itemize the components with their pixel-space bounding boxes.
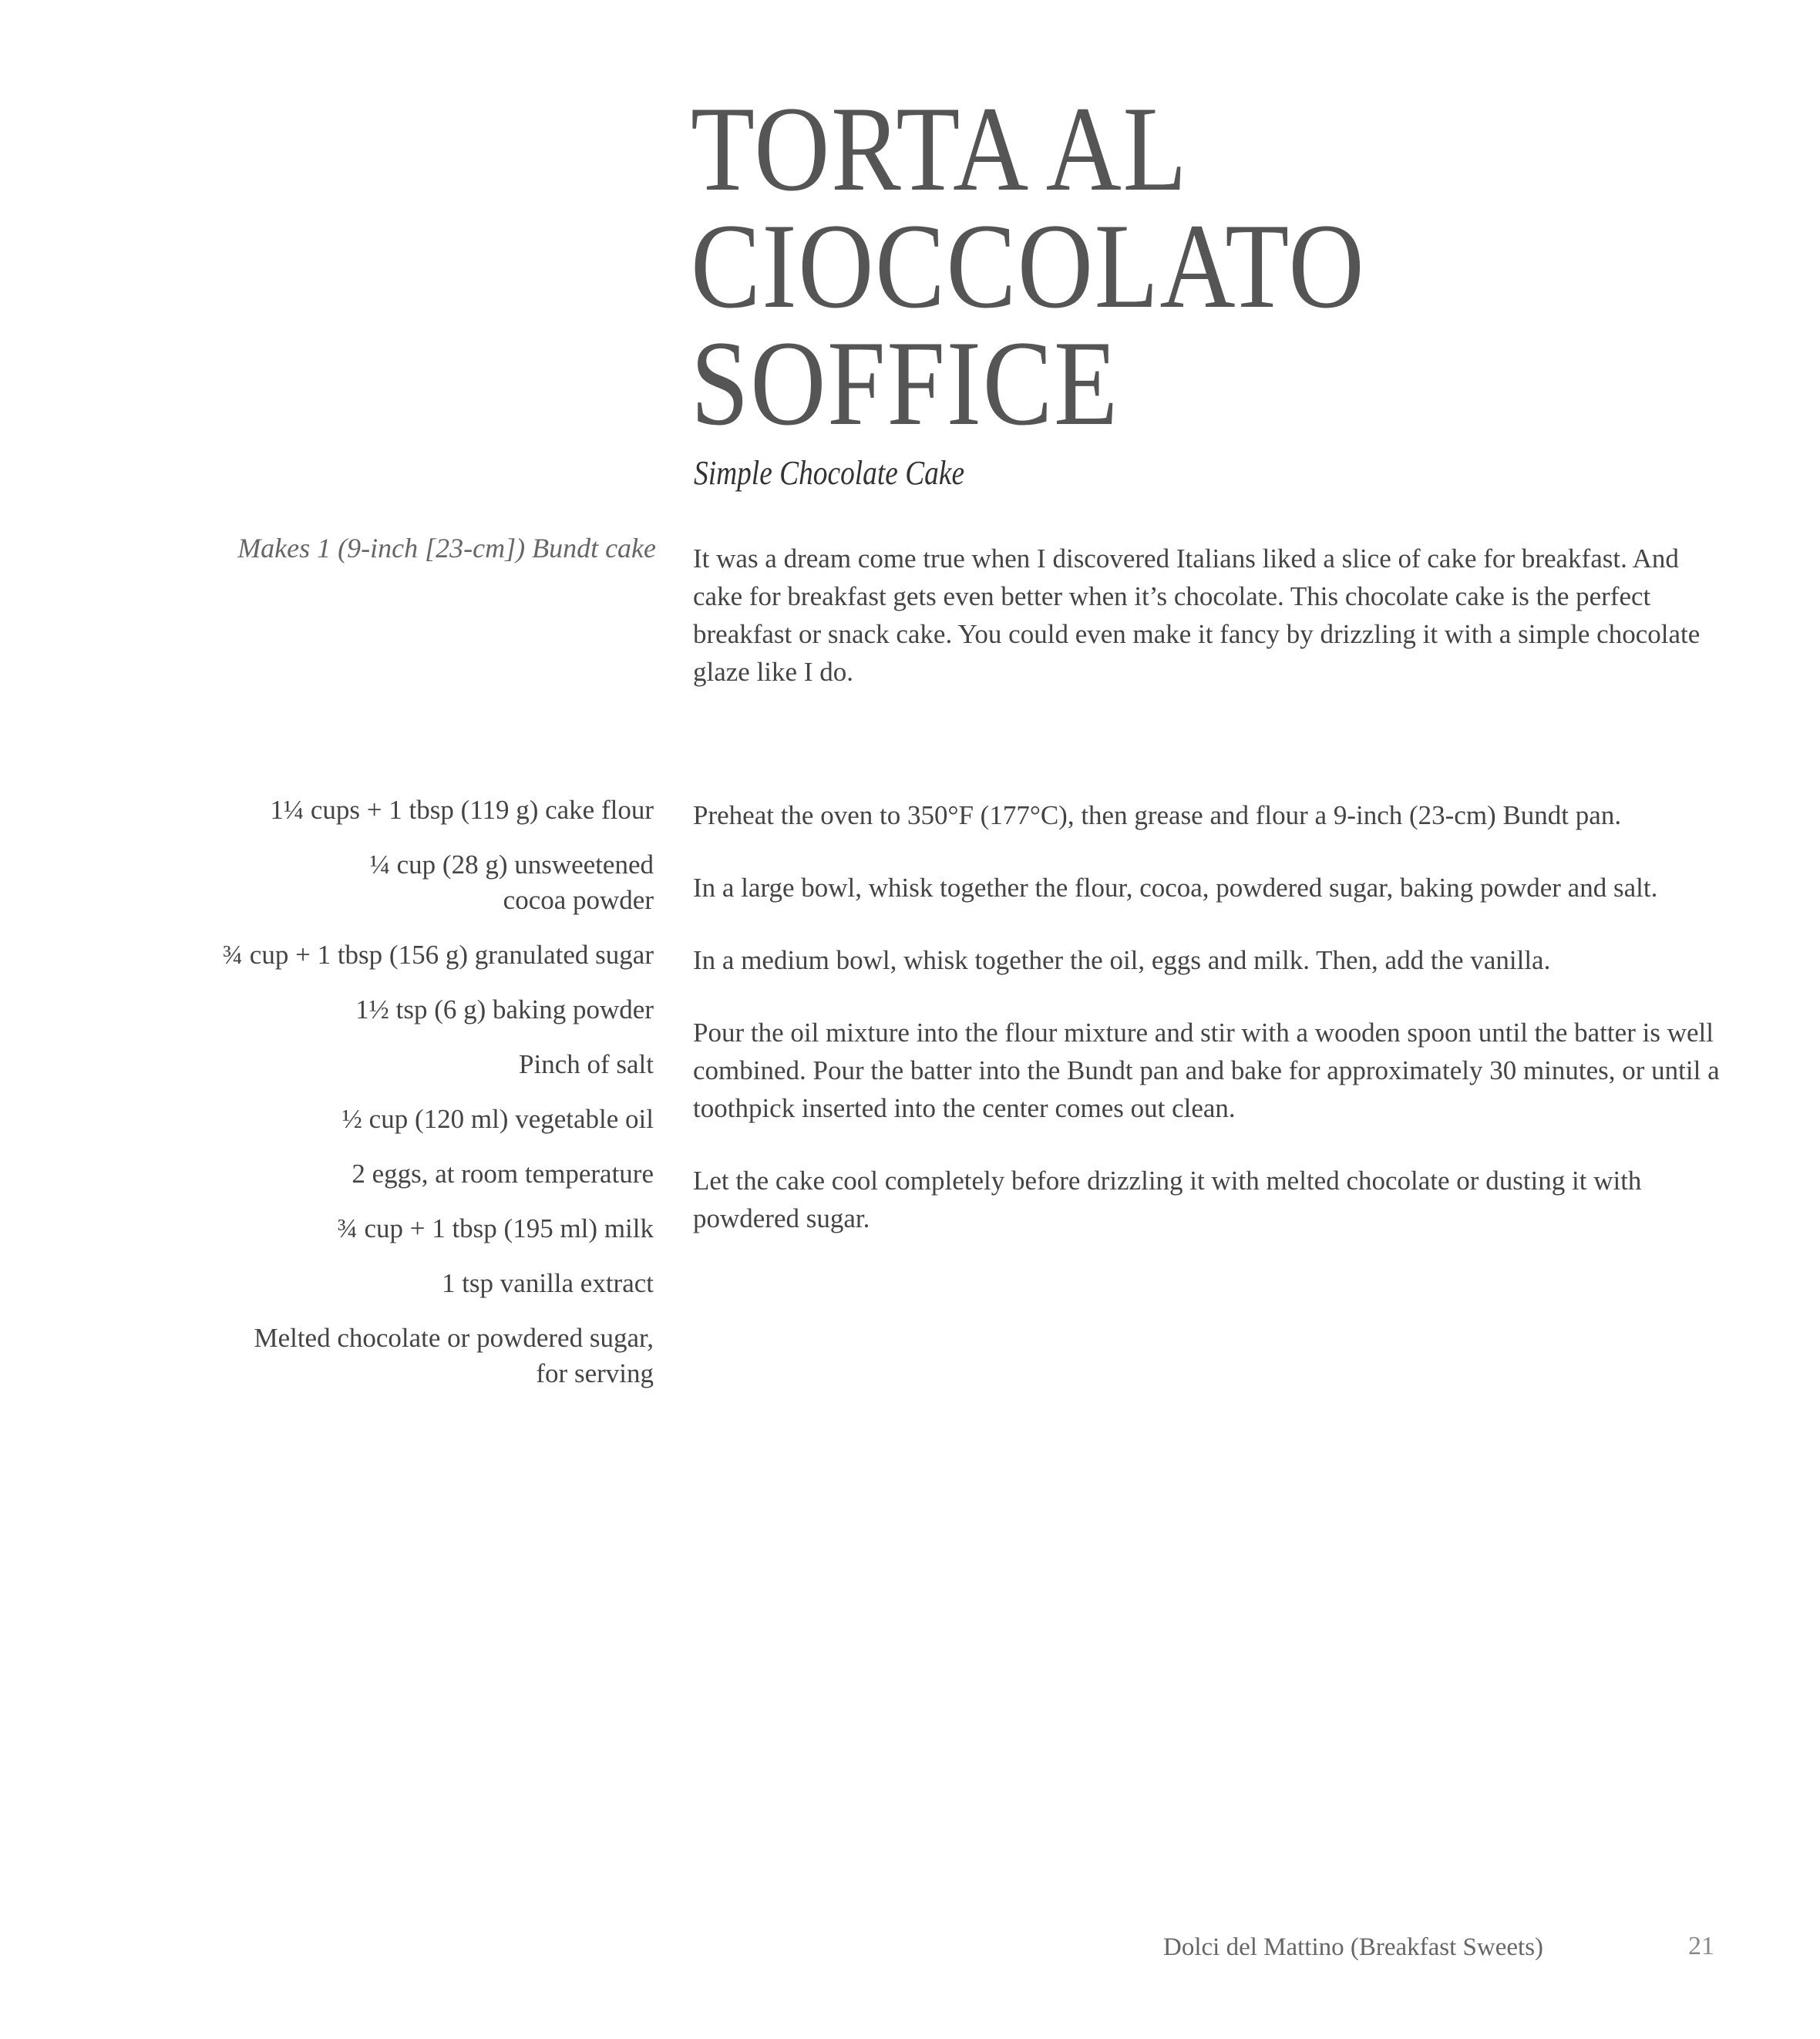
title-line: CIOCCOLATO xyxy=(691,199,1366,334)
method-step: Preheat the oven to 350°F (177°C), then grease and flour a 9-inch (23-cm) Bundt pan. xyxy=(693,800,1622,830)
ingredient-item: 1¼ cups + 1 tbsp (119 g) cake flour xyxy=(270,795,654,825)
ingredient-item: 1 tsp vanilla extract xyxy=(441,1268,654,1298)
method-steps xyxy=(693,796,1730,1272)
method-step: In a large bowl, whisk together the flour, cocoa, powdered sugar, baking powder and salt. xyxy=(693,873,1658,903)
ingredient-item: Pinch of salt xyxy=(519,1049,654,1079)
method-step: In a medium bowl, whisk together the oil, eggs and milk. Then, add the vanilla. xyxy=(693,945,1551,975)
ingredient-item: Melted chocolate or powdered sugar, for serving xyxy=(254,1323,654,1388)
page-number: 21 xyxy=(1688,1932,1714,1960)
method-step: Pour the oil mixture into the flour mixture and stir with a wooden spoon until the batter is well combined. Pour the batter into the Bundt pan and bake for approximately 30 minutes, or until a toothpick inserted into the center comes out clean. xyxy=(693,1018,1720,1123)
ingredient-item: ¾ cup + 1 tbsp (156 g) granulated sugar xyxy=(222,940,654,970)
ingredient-item: 2 eggs, at room temperature xyxy=(352,1159,654,1189)
ingredient-item: ¾ cup + 1 tbsp (195 ml) milk xyxy=(337,1213,654,1243)
running-footer: Dolci del Mattino (Breakfast Sweets) xyxy=(1163,1933,1544,1961)
recipe-subtitle: Simple Chocolate Cake xyxy=(694,454,965,492)
recipe-yield: Makes 1 (9-inch [23-cm]) Bundt cake xyxy=(237,533,656,564)
title-line: SOFFICE xyxy=(691,316,1119,451)
ingredient-item: ¼ cup (28 g) unsweetened cocoa powder xyxy=(369,850,654,915)
ingredient-list xyxy=(68,792,654,1411)
recipe-title xyxy=(691,82,1366,451)
title-line: TORTA AL xyxy=(691,82,1189,217)
ingredient-item: 1½ tsp (6 g) baking powder xyxy=(355,994,654,1025)
method-step: Let the cake cool completely before drizzling it with melted chocolate or dusting it with powdered sugar. xyxy=(693,1166,1642,1233)
ingredient-item: ½ cup (120 ml) vegetable oil xyxy=(341,1104,654,1134)
recipe-intro: It was a dream come true when I discovered Italians liked a slice of cake for breakfast. And cake for breakfast gets even better when it’s chocolate. This chocolate cake is the perfect breakfast or snack cake. You could even make it fancy by drizzling it with a simple chocolate glaze like I do. xyxy=(693,543,1701,687)
